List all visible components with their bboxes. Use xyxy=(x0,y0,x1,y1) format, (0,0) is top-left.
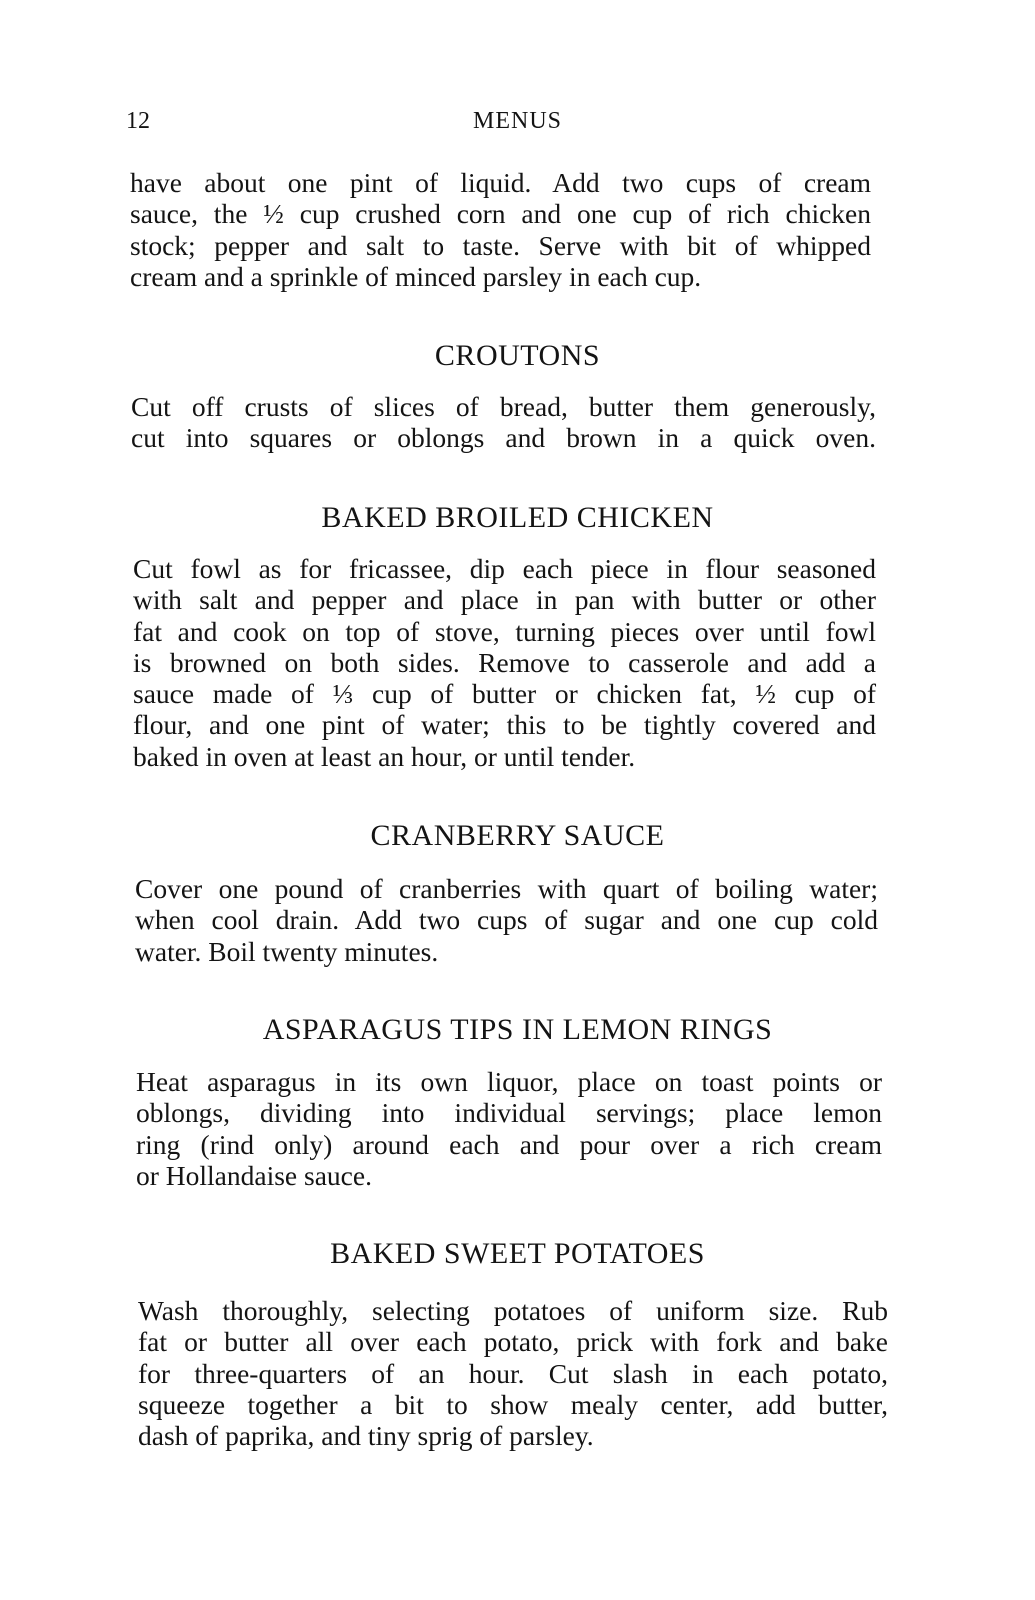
text-line: cut into squares or oblongs and brown in a quick oven. xyxy=(131,422,876,454)
text-line: for three-quarters of an hour. Cut slash in each potato, xyxy=(138,1357,888,1389)
text-line: with salt and pepper and place in pan with butter or other xyxy=(133,584,876,616)
recipe-paragraph xyxy=(138,1295,888,1451)
section-croutons xyxy=(131,391,876,454)
text-line: or Hollandaise sauce. xyxy=(136,1159,372,1191)
text-line: fat and cook on top of stove, turning pieces over until fowl xyxy=(133,615,876,647)
text-line: dash of paprika, and tiny sprig of parsley. xyxy=(138,1420,594,1452)
text-line: Heat asparagus in its own liquor, place on toast points or xyxy=(136,1066,882,1097)
text-line: sauce made of ⅓ cup of butter or chicken fat, ½ cup of xyxy=(133,678,876,710)
recipe-heading-cranberry-sauce: CRANBERRY SAUCE xyxy=(370,819,665,852)
recipe-heading-baked-broiled-chicken: BAKED BROILED CHICKEN xyxy=(321,501,714,534)
text-line: Cover one pound of cranberries with quart of boiling water; xyxy=(135,873,878,904)
text-line: baked in oven at least an hour, or until tender. xyxy=(133,740,636,772)
recipe-paragraph xyxy=(135,873,878,967)
text-line: when cool drain. Add two cups of sugar and one cup cold xyxy=(135,904,878,936)
page-number: 12 xyxy=(126,108,150,134)
recipe-paragraph xyxy=(130,167,871,292)
recipe-heading-baked-sweet-potatoes: BAKED SWEET POTATOES xyxy=(330,1237,705,1270)
recipe-paragraph xyxy=(131,391,876,454)
section-baked-broiled-chicken xyxy=(133,553,876,772)
text-line: oblongs, dividing into individual servings; place lemon xyxy=(136,1097,882,1129)
text-line: is browned on both sides. Remove to casserole and add a xyxy=(133,646,876,678)
section-cranberry-sauce xyxy=(135,873,878,967)
text-line: sauce, the ½ cup crushed corn and one cup of rich chicken xyxy=(130,198,871,230)
text-line: squeeze together a bit to show mealy center, add butter, xyxy=(138,1388,888,1420)
text-line: ring (rind only) around each and pour over a rich cream xyxy=(136,1128,882,1160)
section-asparagus-tips xyxy=(136,1066,882,1191)
recipe-paragraph xyxy=(133,553,876,772)
text-line: Cut fowl as for fricassee, dip each piece in flour seasoned xyxy=(133,553,876,584)
recipe-heading-croutons: CROUTONS xyxy=(434,339,601,372)
recipe-heading-asparagus-tips: ASPARAGUS TIPS IN LEMON RINGS xyxy=(262,1013,773,1046)
text-line: water. Boil twenty minutes. xyxy=(135,935,439,967)
text-line: flour, and one pint of water; this to be tightly covered and xyxy=(133,709,876,741)
text-line: cream and a sprinkle of minced parsley in each cup. xyxy=(130,260,702,292)
section-corn-soup-continued xyxy=(130,167,871,292)
section-baked-sweet-potatoes xyxy=(138,1295,888,1451)
page-header xyxy=(0,108,1035,138)
text-line: have about one pint of liquid. Add two cups of cream xyxy=(130,167,871,198)
recipe-paragraph xyxy=(136,1066,882,1191)
text-line: stock; pepper and salt to taste. Serve with bit of whipped xyxy=(130,229,871,261)
running-head: MENUS xyxy=(472,108,562,134)
text-line: Wash thoroughly, selecting potatoes of uniform size. Rub xyxy=(138,1295,888,1326)
text-line: fat or butter all over each potato, prick with fork and bake xyxy=(138,1326,888,1358)
text-line: Cut off crusts of slices of bread, butter them generously, xyxy=(131,391,876,422)
